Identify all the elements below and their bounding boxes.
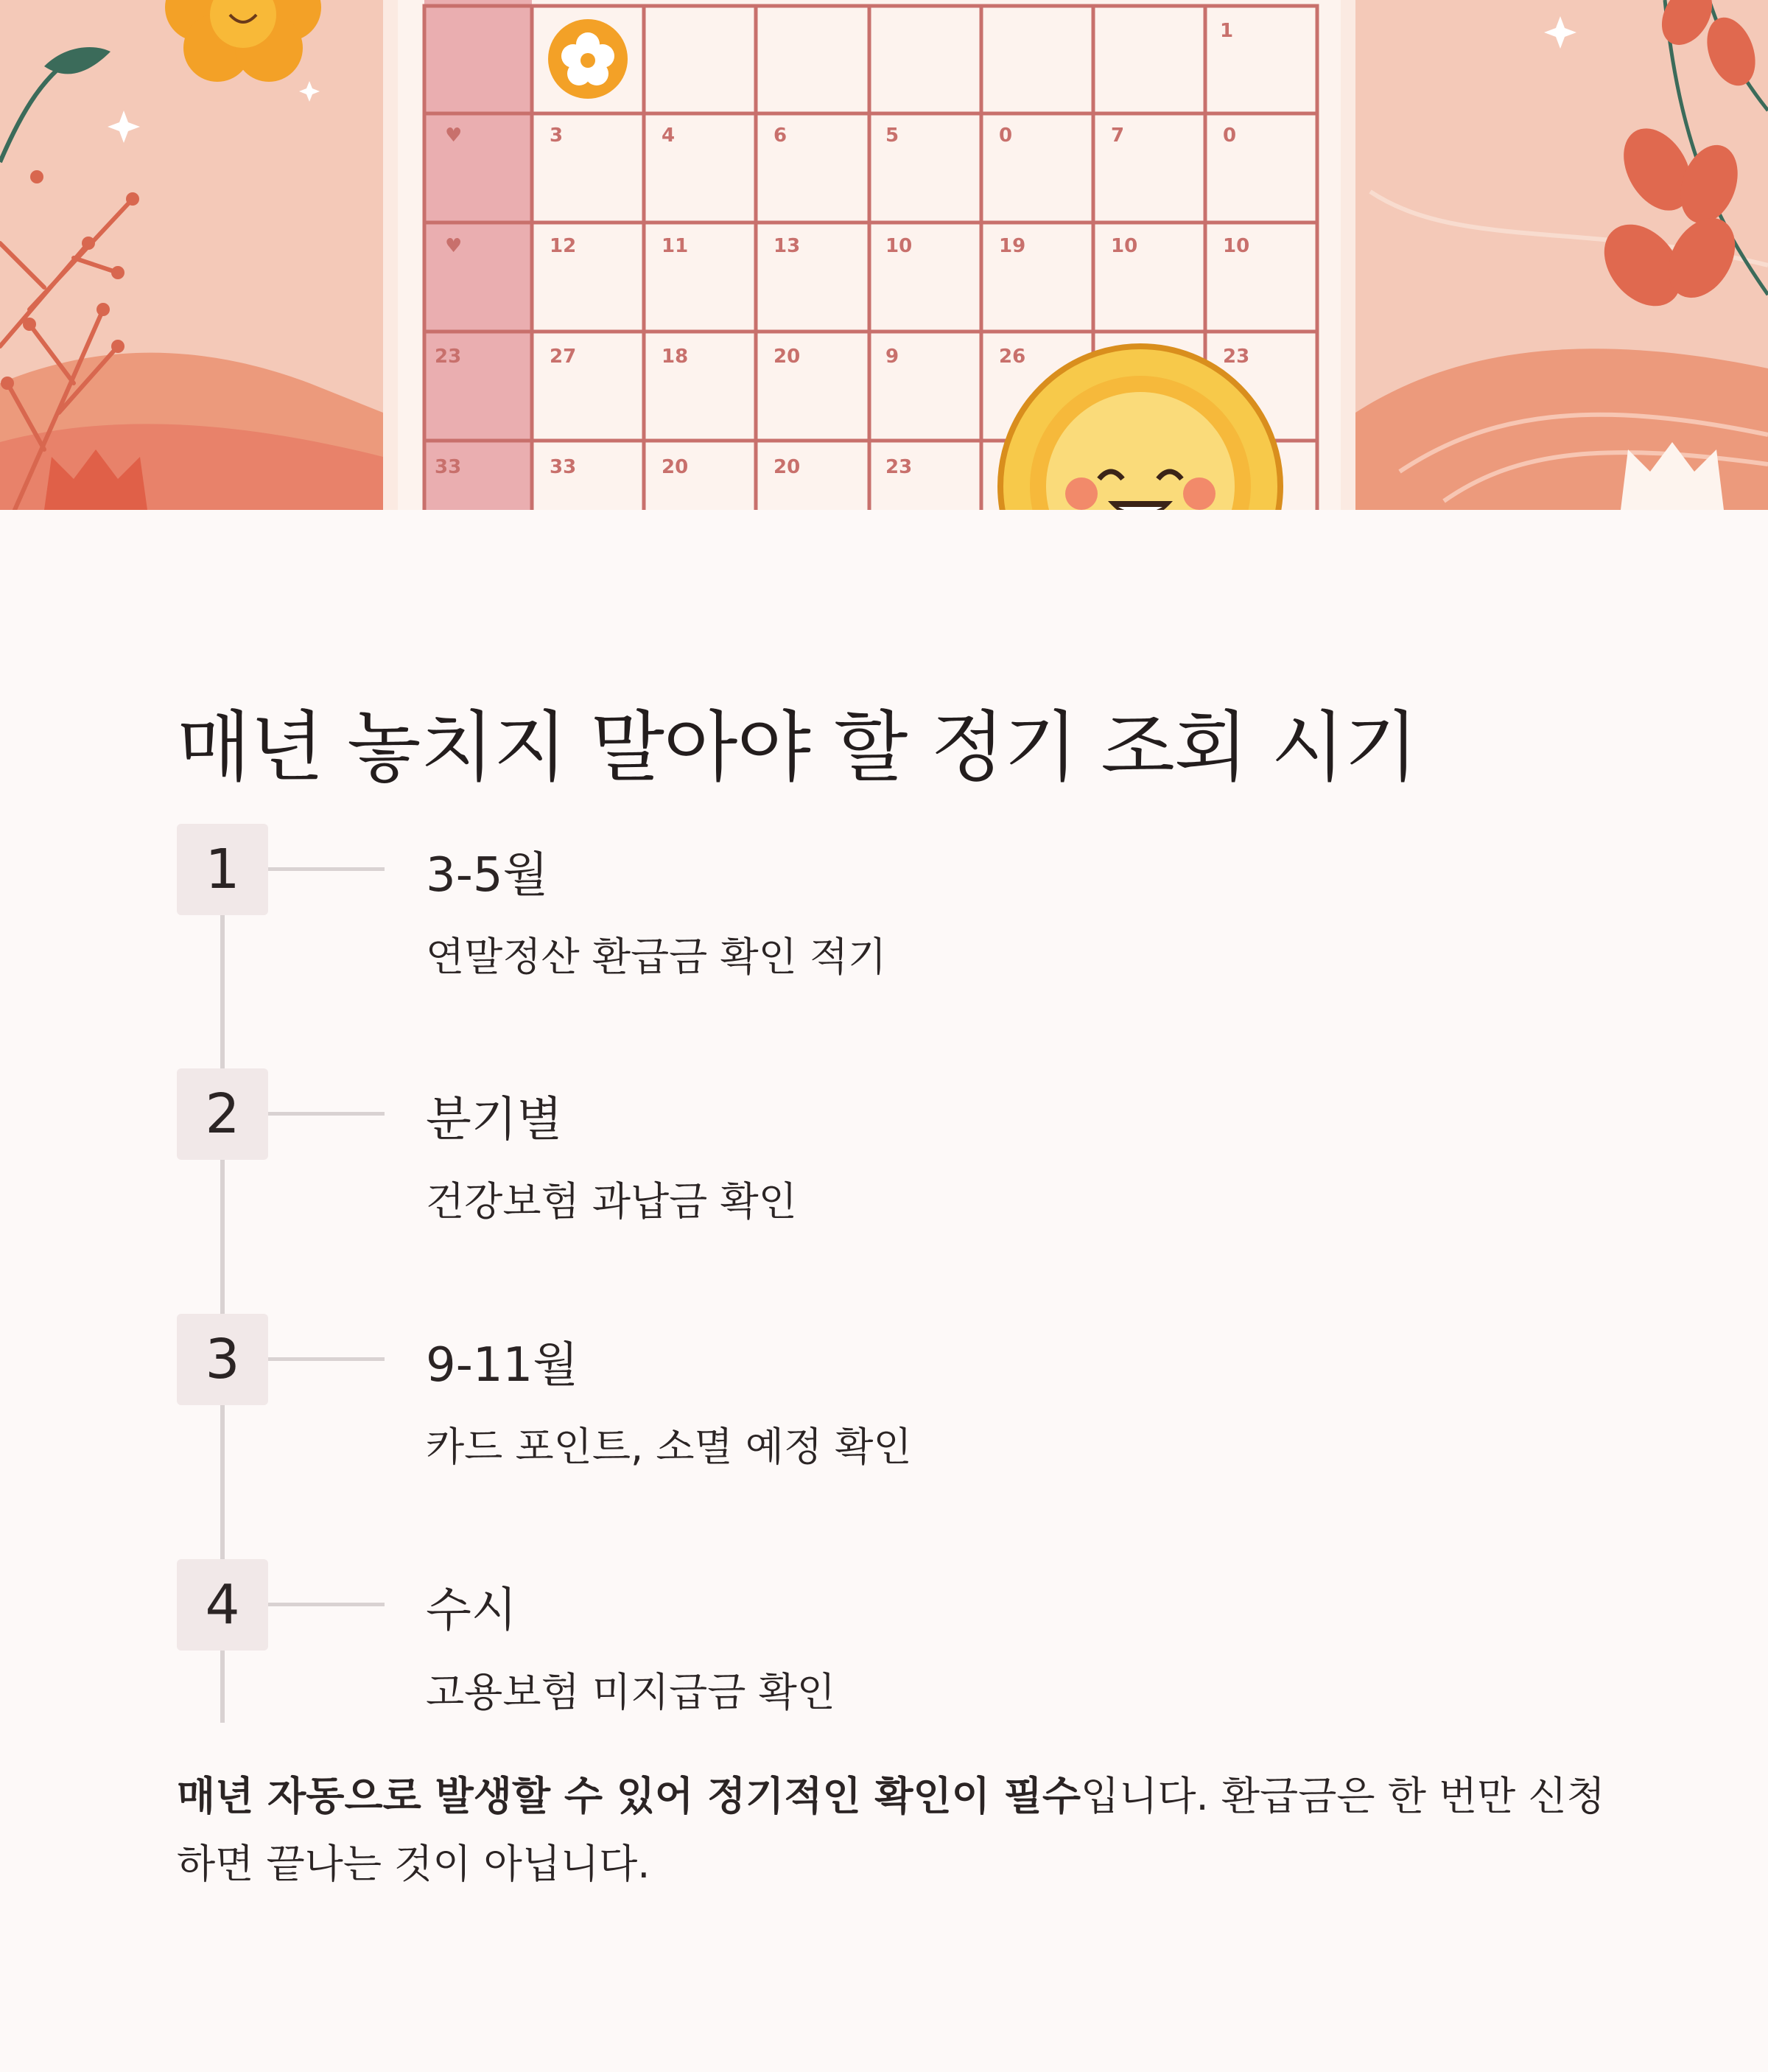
step-connector: [268, 1357, 385, 1361]
svg-text:26: 26: [999, 346, 1026, 368]
summary-bold: 매년 자동으로 발생할 수 있어 정기적인 확인이 필수: [177, 1773, 1081, 1819]
svg-text:4: 4: [662, 125, 676, 147]
svg-text:7: 7: [1111, 125, 1125, 147]
svg-text:18: 18: [662, 346, 689, 368]
page-title: 매년 놓치지 말아야 할 정기 조회 시기: [177, 702, 1418, 792]
timeline-step-2: [177, 1068, 1576, 1260]
svg-text:3: 3: [550, 125, 564, 147]
hero-illustration: [0, 0, 1768, 510]
step-title: 분기별: [426, 1093, 563, 1147]
step-number-badge: 3: [177, 1314, 268, 1405]
svg-text:20: 20: [774, 346, 801, 368]
svg-text:13: 13: [774, 235, 801, 257]
step-description: 연말정산 환급금 확인 적기: [426, 934, 887, 980]
timeline-step-1: [177, 824, 1576, 1015]
step-number-badge: 2: [177, 1068, 268, 1160]
svg-text:0: 0: [999, 125, 1013, 147]
timeline-step-3: [177, 1314, 1576, 1505]
summary-rest: 입니다. 환급금은 한 번만 신청하면 끝나는 것이 아닙니다.: [177, 1773, 1605, 1887]
svg-text:27: 27: [550, 346, 577, 368]
svg-text:0: 0: [1223, 125, 1237, 147]
svg-text:10: 10: [1223, 235, 1250, 257]
svg-text:6: 6: [774, 125, 787, 147]
svg-text:12: 12: [550, 235, 577, 257]
step-connector: [268, 1603, 385, 1606]
timeline-step-4: [177, 1559, 1576, 1751]
svg-text:20: 20: [662, 456, 689, 478]
calendar-sun-illustration: [0, 0, 1768, 510]
step-title: 3-5월: [426, 848, 549, 903]
svg-text:19: 19: [999, 235, 1026, 257]
summary-text: [177, 1763, 1621, 1898]
svg-text:23: 23: [885, 456, 913, 478]
svg-text:9: 9: [885, 346, 899, 368]
step-description: 카드 포인트, 소멸 예정 확인: [426, 1424, 912, 1470]
step-connector: [268, 867, 385, 871]
step-title: 수시: [426, 1583, 517, 1638]
step-description: 고용보험 미지급금 확인: [426, 1669, 835, 1715]
step-title: 9-11월: [426, 1338, 579, 1393]
svg-text:11: 11: [662, 235, 689, 257]
svg-text:5: 5: [885, 125, 899, 147]
step-connector: [268, 1112, 385, 1116]
svg-text:1: 1: [1220, 20, 1234, 42]
svg-text:23: 23: [1223, 346, 1250, 368]
svg-text:23: 23: [435, 346, 462, 368]
svg-text:33: 33: [435, 456, 462, 478]
svg-text:33: 33: [550, 456, 577, 478]
svg-text:20: 20: [774, 456, 801, 478]
step-number-badge: 4: [177, 1559, 268, 1651]
svg-text:10: 10: [1111, 235, 1138, 257]
svg-text:♥: ♥: [445, 125, 463, 147]
svg-text:♥: ♥: [445, 235, 463, 257]
step-description: 건강보험 과납금 확인: [426, 1178, 797, 1225]
svg-text:10: 10: [885, 235, 913, 257]
step-number-badge: 1: [177, 824, 268, 915]
